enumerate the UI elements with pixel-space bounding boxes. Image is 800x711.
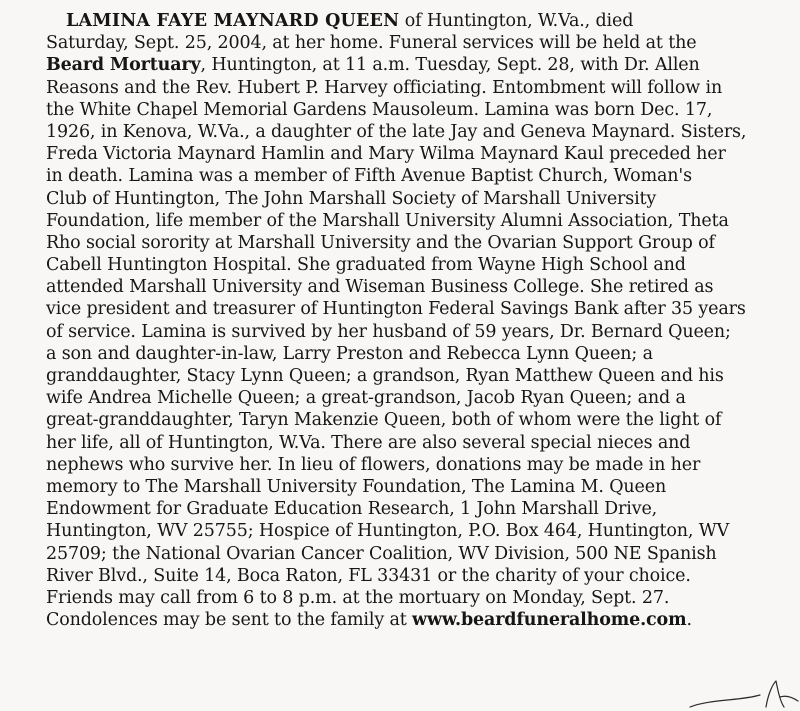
line-12: Cabell Huntington Hospital. She graduated from Wayne High School and	[46, 255, 686, 276]
line-5: the White Chapel Memorial Gardens Mausoleum. Lamina was born Dec. 17,	[46, 99, 713, 120]
line-8: in death. Lamina was a member of Fifth Avenue Baptist Church, Woman's	[46, 166, 692, 187]
pen-mark	[680, 671, 800, 711]
line-25: 25709; the National Ovarian Cancer Coalition, WV Division, 500 NE Spanish	[46, 543, 717, 564]
line-6: 1926, in Kenova, W.Va., a daughter of the late Jay and Geneva Maynard. Sisters,	[46, 121, 747, 142]
line-3: Beard Mortuary, Huntington, at 11 a.m. Tuesday, Sept. 28, with Dr. Allen	[46, 55, 700, 76]
line-16: a son and daughter-in-law, Larry Preston and Rebecca Lynn Queen; a	[46, 343, 653, 364]
line-15: of service. Lamina is survived by her husband of 59 years, Dr. Bernard Queen;	[46, 321, 731, 342]
line-1: LAMINA FAYE MAYNARD QUEEN of Huntington, W.Va., died	[66, 11, 634, 31]
line-9: Club of Huntington, The John Marshall Society of Marshall University	[46, 188, 657, 209]
line-26: River Blvd., Suite 14, Boca Raton, FL 33431 or the charity of your choice.	[46, 565, 691, 586]
obituary-text	[46, 10, 756, 631]
line-22: memory to The Marshall University Foundation, The Lamina M. Queen	[46, 476, 667, 497]
line-17: granddaughter, Stacy Lynn Queen; a grandson, Ryan Matthew Queen and his	[46, 366, 724, 386]
deceased-name: LAMINA FAYE MAYNARD QUEEN	[66, 11, 400, 31]
line-11: Rho social sorority at Marshall University and the Ovarian Support Group of	[46, 232, 715, 253]
line-23: Endowment for Graduate Education Research, 1 John Marshall Drive,	[46, 499, 658, 520]
line-4: Reasons and the Rev. Hubert P. Harvey officiating. Entombment will follow in	[46, 77, 723, 98]
line-28: Condolences may be sent to the family at www.beardfuneralhome.com.	[46, 610, 692, 631]
line-2: Saturday, Sept. 25, 2004, at her home. Funeral services will be held at the	[46, 33, 697, 54]
mortuary-name: Beard Mortuary	[46, 55, 201, 76]
website-link[interactable]: www.beardfuneralhome.com	[412, 610, 687, 631]
line-27: Friends may call from 6 to 8 p.m. at the mortuary on Monday, Sept. 27.	[46, 587, 670, 608]
line-21: nephews who survive her. In lieu of flowers, donations may be made in her	[46, 454, 701, 475]
line-13: attended Marshall University and Wiseman Business College. She retired as	[46, 277, 714, 298]
line-7: Freda Victoria Maynard Hamlin and Mary Wilma Maynard Kaul preceded her	[46, 144, 726, 165]
line-19: great-granddaughter, Taryn Makenzie Queen, both of whom were the light of	[46, 410, 722, 431]
line-10: Foundation, life member of the Marshall University Alumni Association, Theta	[46, 210, 729, 231]
line-24: Huntington, WV 25755; Hospice of Huntington, P.O. Box 464, Huntington, WV	[46, 521, 730, 542]
line-18: wife Andrea Michelle Queen; a great-grandson, Jacob Ryan Queen; and a	[46, 388, 686, 409]
line-20: her life, all of Huntington, W.Va. There are also several special nieces and	[46, 432, 691, 453]
line-14: vice president and treasurer of Huntington Federal Savings Bank after 35 years	[46, 299, 746, 320]
